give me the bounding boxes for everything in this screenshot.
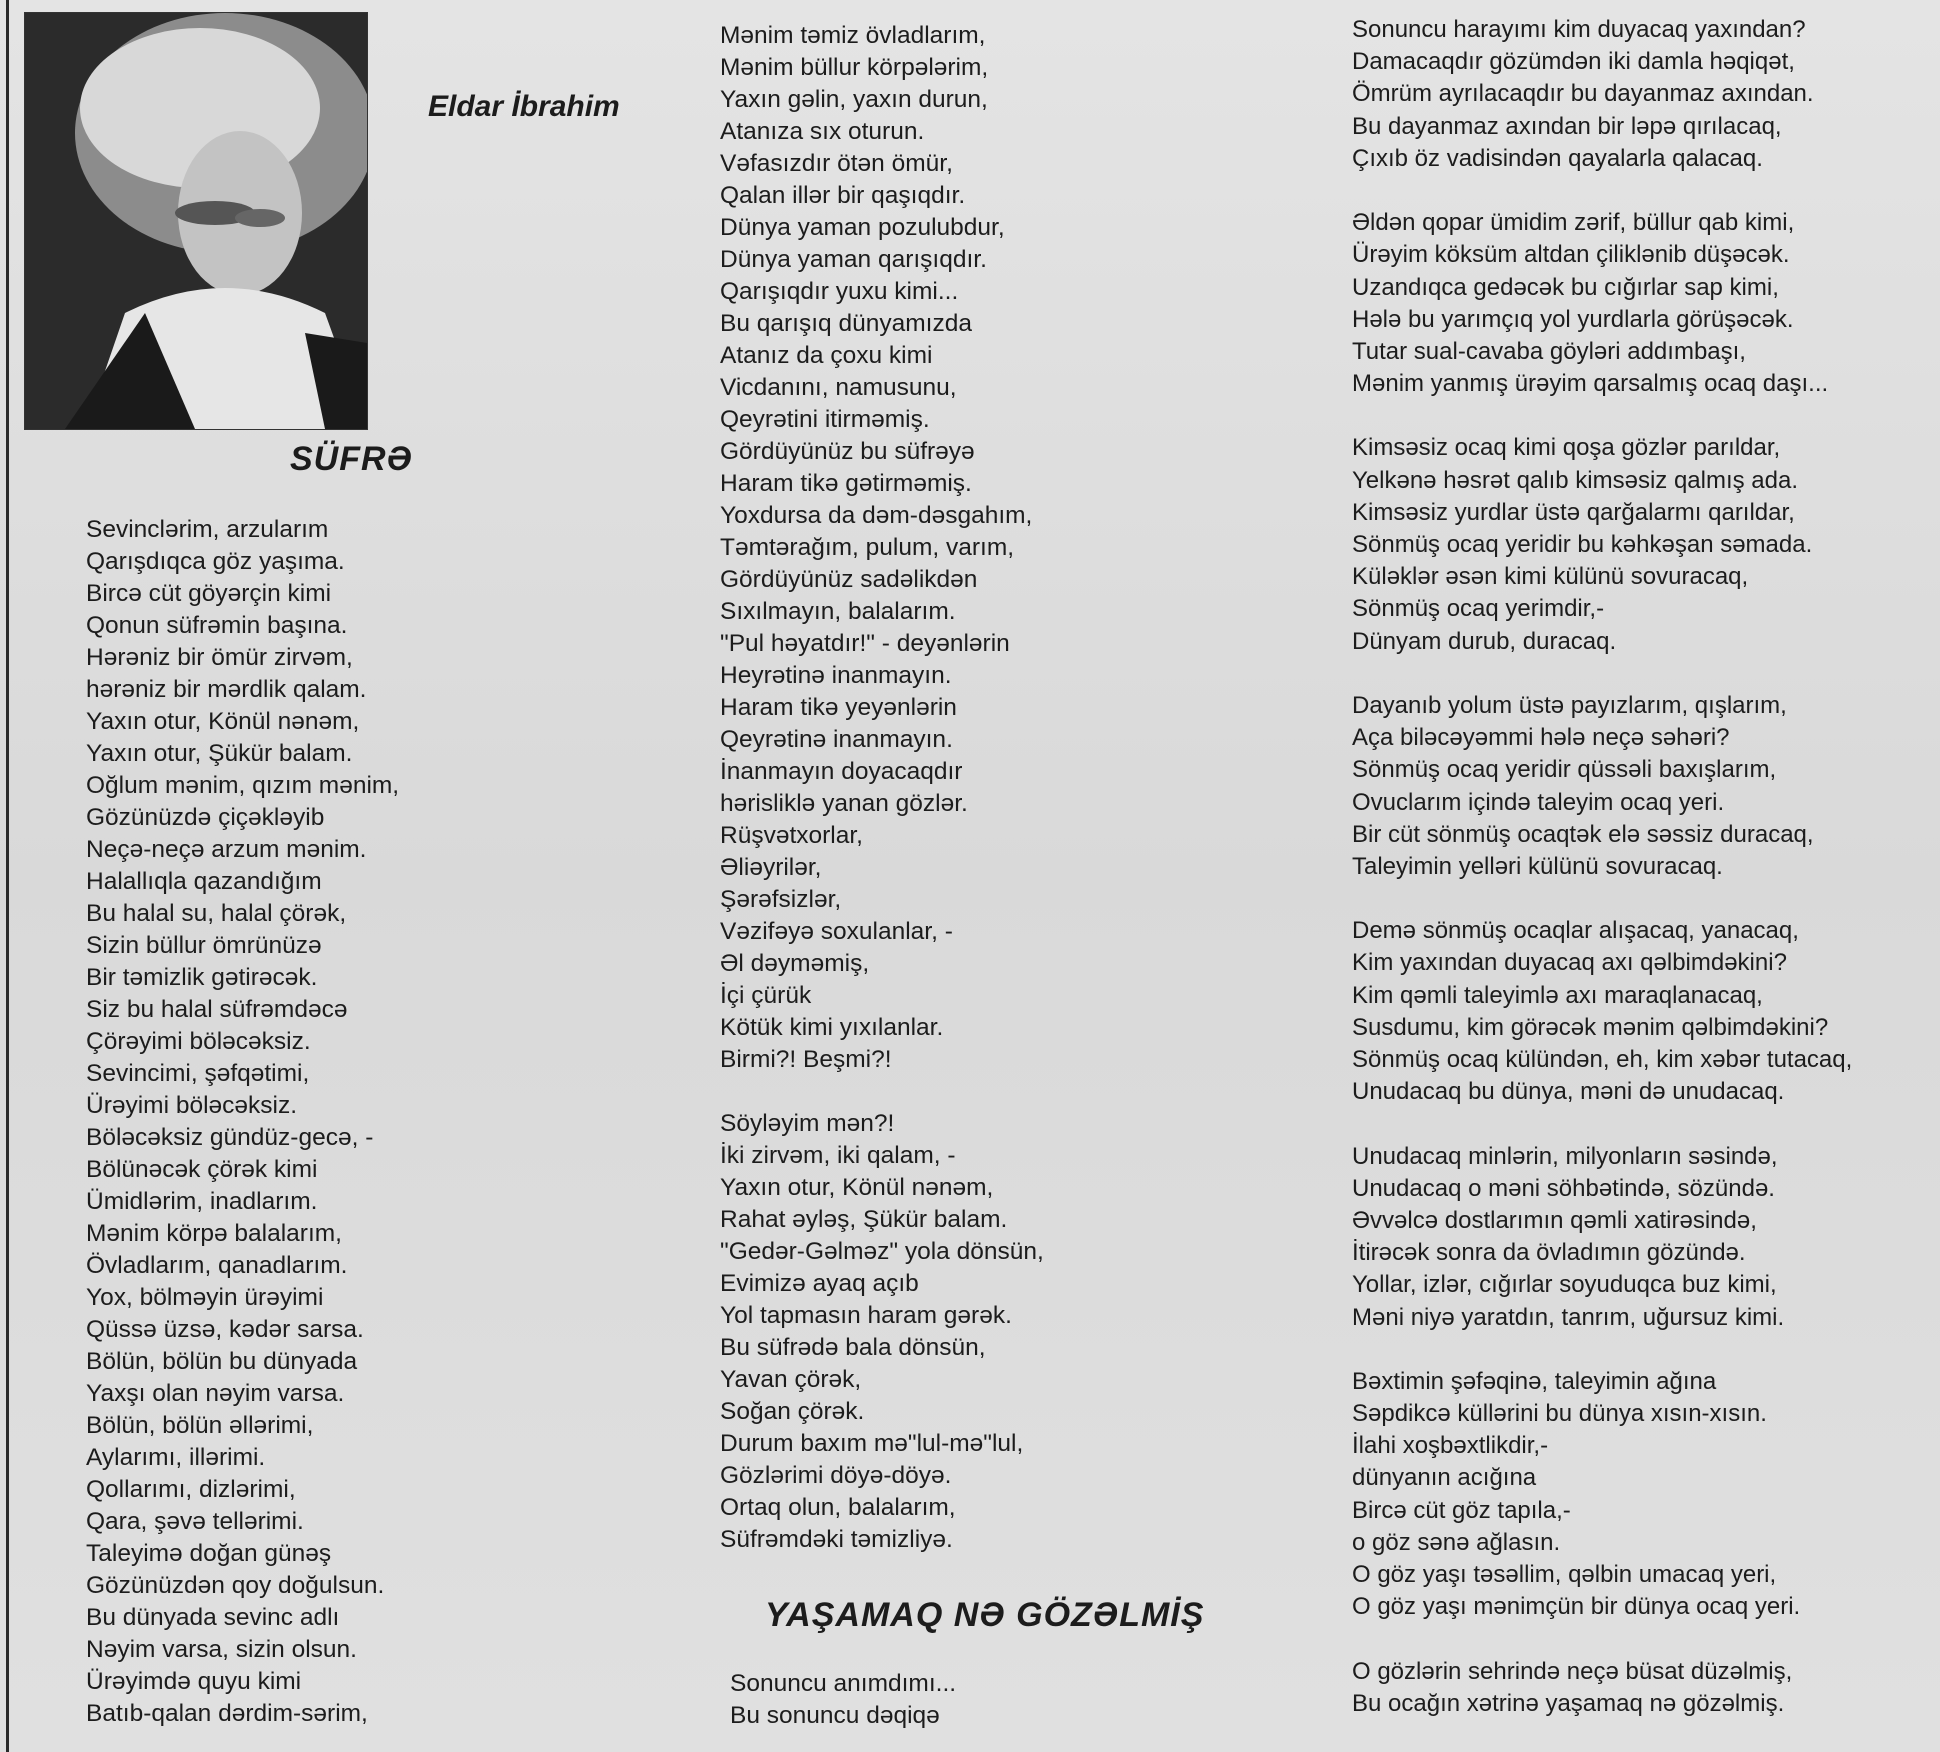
verse-line: Aylarımı, illərimi. xyxy=(86,1444,266,1471)
verse-line: Kimsəsiz yurdlar üstə qarğalarmı qarıldar, xyxy=(1352,498,1795,526)
verse-line: İnanmayın doyacaqdır xyxy=(720,758,963,785)
verse-line: Sonuncu anımdımı... xyxy=(730,1670,957,1697)
verse-line: Əliəyrilər, xyxy=(720,854,822,881)
verse-line: Sönmüş ocaq yerimdir,- xyxy=(1352,595,1605,623)
verse-line: O göz yaşı mənimçün bir dünya ocaq yeri. xyxy=(1352,1593,1801,1621)
verse-line: Taleyimin yelləri külünü sovuracaq. xyxy=(1352,852,1723,880)
verse-line: Bölün, bölün əllərimi, xyxy=(86,1412,314,1439)
verse-line: Ümidlərim, inadlarım. xyxy=(86,1188,318,1215)
verse-line: Atanıza sıx oturun. xyxy=(720,118,925,145)
verse-line: o göz sənə ağlasın. xyxy=(1352,1528,1561,1556)
verse-line: Sonuncu harayımı kim duyacaq yaxından? xyxy=(1352,16,1806,43)
verse-line: Bölün, bölün bu dünyada xyxy=(86,1348,358,1375)
verse-line xyxy=(1352,1623,1852,1655)
verse-line: Siz bu halal süfrəmdəcə xyxy=(86,996,348,1023)
verse-line: Vəzifəyə soxulanlar, - xyxy=(720,918,953,945)
verse-line: Ürəyim köksüm altdan çiliklənib düşəcək. xyxy=(1352,241,1790,269)
verse-line: Sevinclərim, arzularım xyxy=(86,516,329,543)
verse-line: Yol tapmasın haram gərək. xyxy=(720,1302,1012,1329)
verse-line: Bu dayanmaz axından bir ləpə qırılacaq, xyxy=(1352,112,1782,140)
verse-line: Hələ bu yarımçıq yol yurdlarla görüşəcək. xyxy=(1352,305,1794,333)
verse-line: Çıxıb öz vadisindən qayalarla qalacaq. xyxy=(1352,144,1763,172)
verse-line: Əldən qopar ümidim zərif, büllur qab kimi, xyxy=(1352,209,1795,237)
verse-line: Soğan çörək. xyxy=(720,1398,865,1425)
poem-yasamaq-opening xyxy=(730,1668,956,1732)
verse-line: Mənim körpə balalarım, xyxy=(86,1220,342,1247)
verse-line: Damacaqdır gözümdən iki damla həqiqət, xyxy=(1352,48,1795,76)
verse-line: Qarışdıqca göz yaşıma. xyxy=(86,548,345,575)
verse-line: Unudacaq minlərin, milyonların səsində, xyxy=(1352,1142,1778,1170)
verse-line: Gözlərimi döyə-döyə. xyxy=(720,1462,952,1489)
verse-line: Kötük kimi yıxılanlar. xyxy=(720,1014,944,1041)
verse-line: Vicdanını, namusunu, xyxy=(720,374,957,401)
verse-line: Nəyim varsa, sizin olsun. xyxy=(86,1636,357,1663)
verse-line: Unudacaq bu dünya, məni də unudacaq. xyxy=(1352,1078,1785,1106)
verse-line: Dünyam durub, duracaq. xyxy=(1352,627,1617,655)
verse-line: Birmi?! Beşmi?! xyxy=(720,1046,892,1073)
verse-line: Sizin büllur ömrünüzə xyxy=(86,932,322,959)
verse-line: Kimsəsiz ocaq kimi qoşa gözlər parıldar, xyxy=(1352,434,1781,462)
verse-line: Gözünüzdən qoy doğulsun. xyxy=(86,1572,385,1599)
verse-line: İçi çürük xyxy=(720,982,812,1009)
verse-line: Oğlum mənim, qızım mənim, xyxy=(86,772,400,799)
author-byline: Eldar İbrahim xyxy=(428,90,620,123)
verse-line: Qonun süfrəmin başına. xyxy=(86,612,348,639)
verse-line: Bəxtimin şəfəqinə, taleyimin ağına xyxy=(1352,1367,1717,1395)
verse-line: Yoxdursa da dəm-dəsgahım, xyxy=(720,502,1033,529)
verse-line: Bölünəcək çörək kimi xyxy=(86,1156,318,1183)
verse-line: Bircə cüt göyərçin kimi xyxy=(86,580,332,607)
verse-line: Övladlarım, qanadlarım. xyxy=(86,1252,348,1279)
verse-line: Demə sönmüş ocaqlar alışacaq, yanacaq, xyxy=(1352,917,1799,945)
verse-line: Qalan illər bir qaşıqdır. xyxy=(720,182,966,209)
verse-line: Gözünüzdə çiçəkləyib xyxy=(86,804,325,831)
poem-title-yasamaq: YAŞAMAQ NƏ GÖZƏLMİŞ xyxy=(765,1596,1205,1634)
verse-line: Yavan çörək, xyxy=(720,1366,862,1393)
verse-line: Bu halal su, halal çörək, xyxy=(86,900,347,927)
verse-line: Dünya yaman pozulubdur, xyxy=(720,214,1005,241)
verse-line: Mənim təmiz övladlarım, xyxy=(720,22,986,49)
verse-line: Sönmüş ocaq yeridir qüssəli baxışlarım, xyxy=(1352,756,1777,784)
verse-line xyxy=(1352,883,1852,915)
verse-line: Rahat əyləş, Şükür balam. xyxy=(720,1206,1008,1233)
verse-line: Bu sonuncu dəqiqə xyxy=(730,1702,940,1729)
verse-line: Yox, bölməyin ürəyimi xyxy=(86,1284,324,1311)
verse-line: Əl dəyməmiş, xyxy=(720,950,870,977)
verse-line: Bir cüt sönmüş ocaqtək elə səssiz duracaq, xyxy=(1352,820,1814,848)
verse-line: Sönmüş ocaq yeridir bu kəhkəşan səmada. xyxy=(1352,531,1813,558)
verse-line: Haram tikə gətirməmiş. xyxy=(720,470,972,497)
verse-line: İtirəcək sonra da övladımın gözündə. xyxy=(1352,1239,1746,1267)
verse-line: Vəfasızdır ötən ömür, xyxy=(720,150,953,177)
verse-line: Küləklər əsən kimi külünü sovuracaq, xyxy=(1352,563,1749,591)
verse-line: Sıxılmayın, balalarım. xyxy=(720,598,956,625)
verse-line: Atanız da çoxu kimi xyxy=(720,342,933,369)
verse-line: Qara, şəvə tellərimi. xyxy=(86,1508,304,1535)
verse-line: İki zirvəm, iki qalam, - xyxy=(720,1142,956,1169)
author-photo xyxy=(24,12,368,430)
verse-line: Sönmüş ocaq külündən, eh, kim xəbər tutacaq, xyxy=(1352,1046,1853,1073)
verse-line: Şərəfsizlər, xyxy=(720,886,842,913)
verse-line: Yaxşı olan nəyim varsa. xyxy=(86,1380,345,1407)
verse-line: Ürəyimi böləcəksiz. xyxy=(86,1092,298,1119)
verse-line: Kim yaxından duyacaq axı qəlbimdəkini? xyxy=(1352,949,1787,977)
verse-line: Qeyrətini itirməmiş. xyxy=(720,406,930,433)
verse-line: Gördüyünüz bu süfrəyə xyxy=(720,438,975,465)
poem-yasamaq-column-3 xyxy=(1352,14,1852,1720)
verse-line: Neçə-neçə arzum mənim. xyxy=(86,836,367,863)
verse-line: Bircə cüt göz tapıla,- xyxy=(1352,1496,1571,1524)
verse-line: Unudacaq o məni söhbətində, sözündə. xyxy=(1352,1174,1775,1202)
verse-line: Yaxın otur, Könül nənəm, xyxy=(86,708,360,735)
verse-line: Bir təmizlik gətirəcək. xyxy=(86,964,318,991)
verse-line: Bu dünyada sevinc adlı xyxy=(86,1604,340,1631)
verse-line: Ovuclarım içində taleyim ocaq yeri. xyxy=(1352,788,1725,816)
verse-line: O göz yaşı təsəllim, qəlbin umacaq yeri, xyxy=(1352,1561,1777,1588)
poem-sufre-column-2 xyxy=(720,20,1044,1556)
poem-title-sufre: SÜFRƏ xyxy=(290,440,413,478)
poem-sufre-column-1 xyxy=(86,514,399,1730)
verse-line: Durum baxım mə"lul-mə"lul, xyxy=(720,1430,1024,1457)
verse-line: Halallıqla qazandığım xyxy=(86,868,322,895)
verse-line: dünyanın acığına xyxy=(1352,1464,1537,1492)
verse-line: Uzandıqca gedəcək bu cığırlar sap kimi, xyxy=(1352,273,1779,301)
verse-line: Yaxın otur, Şükür balam. xyxy=(86,740,353,767)
verse-line: Əvvəlcə dostlarımın qəmli xatirəsində, xyxy=(1352,1206,1757,1234)
verse-line: Rüşvətxorlar, xyxy=(720,822,863,849)
verse-line: Susdumu, kim görəcək mənim qəlbimdəkini? xyxy=(1352,1013,1829,1041)
verse-line: hərisliklə yanan gözlər. xyxy=(720,790,968,817)
verse-line: Söyləyim mən?! xyxy=(720,1110,895,1137)
verse-line: Mənim büllur körpələrim, xyxy=(720,54,989,81)
verse-line: Təmtərağım, pulum, varım, xyxy=(720,534,1015,561)
verse-line: "Gedər-Gəlməz" yola dönsün, xyxy=(720,1238,1044,1265)
verse-line: Yelkənə həsrət qalıb kimsəsiz qalmış ada. xyxy=(1352,466,1799,494)
verse-line: Hərəniz bir ömür zirvəm, xyxy=(86,644,353,671)
verse-line: "Pul həyatdır!" - deyənlərin xyxy=(720,630,1010,657)
verse-line: Dayanıb yolum üstə payızlarım, qışlarım, xyxy=(1352,691,1787,719)
verse-line: Evimizə ayaq açıb xyxy=(720,1270,919,1297)
verse-line: Sevincimi, şəfqətimi, xyxy=(86,1060,310,1087)
verse-line: Səpdikcə küllərini bu dünya xısın-xısın. xyxy=(1352,1400,1767,1428)
verse-line xyxy=(1352,1334,1852,1366)
verse-line: hərəniz bir mərdlik qalam. xyxy=(86,676,367,703)
verse-line: Mənim yanmış ürəyim qarsalmış ocaq daşı... xyxy=(1352,370,1829,398)
verse-line xyxy=(1352,175,1852,207)
verse-line: Yollar, izlər, cığırlar soyuduqca buz kimi, xyxy=(1352,1271,1777,1299)
verse-line: Aça biləcəyəmmi hələ neçə səhəri? xyxy=(1352,724,1730,752)
verse-line: Bu süfrədə bala dönsün, xyxy=(720,1334,986,1361)
verse-line: Taleyimə doğan günəş xyxy=(86,1540,332,1567)
verse-line xyxy=(1352,1108,1852,1140)
verse-line: Batıb-qalan dərdim-sərim, xyxy=(86,1700,368,1727)
verse-line: Bu ocağın xətrinə yaşamaq nə gözəlmiş. xyxy=(1352,1689,1785,1717)
verse-line: Haram tikə yeyənlərin xyxy=(720,694,957,721)
column-rule xyxy=(6,0,9,1752)
verse-line: Qarışıqdır yuxu kimi... xyxy=(720,278,959,305)
verse-line: İlahi xoşbəxtlikdir,- xyxy=(1352,1432,1549,1460)
verse-line xyxy=(1352,400,1852,432)
verse-line: Bu qarışıq dünyamızda xyxy=(720,310,972,337)
verse-line: Böləcəksiz gündüz-gecə, - xyxy=(86,1124,374,1151)
verse-line: Kim qəmli taleyimlə axı maraqlanacaq, xyxy=(1352,981,1763,1009)
verse-line: Yaxın gəlin, yaxın durun, xyxy=(720,86,988,113)
verse-line: O gözlərin sehrində neçə büsat düzəlmiş, xyxy=(1352,1657,1793,1685)
verse-line: Süfrəmdəki təmizliyə. xyxy=(720,1526,953,1553)
verse-line: Ömrüm ayrılacaqdır bu dayanmaz axından. xyxy=(1352,80,1814,108)
verse-line: Məni niyə yaratdın, tanrım, uğursuz kimi. xyxy=(1352,1303,1785,1331)
verse-line: Ortaq olun, balalarım, xyxy=(720,1494,956,1521)
verse-line: Çörəyimi böləcəksiz. xyxy=(86,1028,311,1055)
verse-line: Qüssə üzsə, kədər sarsa. xyxy=(86,1316,364,1343)
verse-line: Tutar sual-cavaba göyləri addımbaşı, xyxy=(1352,337,1746,365)
verse-line: Ürəyimdə quyu kimi xyxy=(86,1668,302,1695)
verse-line: Qeyrətinə inanmayın. xyxy=(720,726,953,753)
verse-line: Heyrətinə inanmayın. xyxy=(720,662,952,689)
verse-line: Gördüyünüz sadəlikdən xyxy=(720,566,978,593)
verse-line: Qollarımı, dizlərimi, xyxy=(86,1476,296,1503)
verse-line xyxy=(720,1076,1044,1108)
verse-line xyxy=(1352,658,1852,690)
verse-line: Dünya yaman qarışıqdır. xyxy=(720,246,987,273)
verse-line: Yaxın otur, Könül nənəm, xyxy=(720,1174,994,1201)
